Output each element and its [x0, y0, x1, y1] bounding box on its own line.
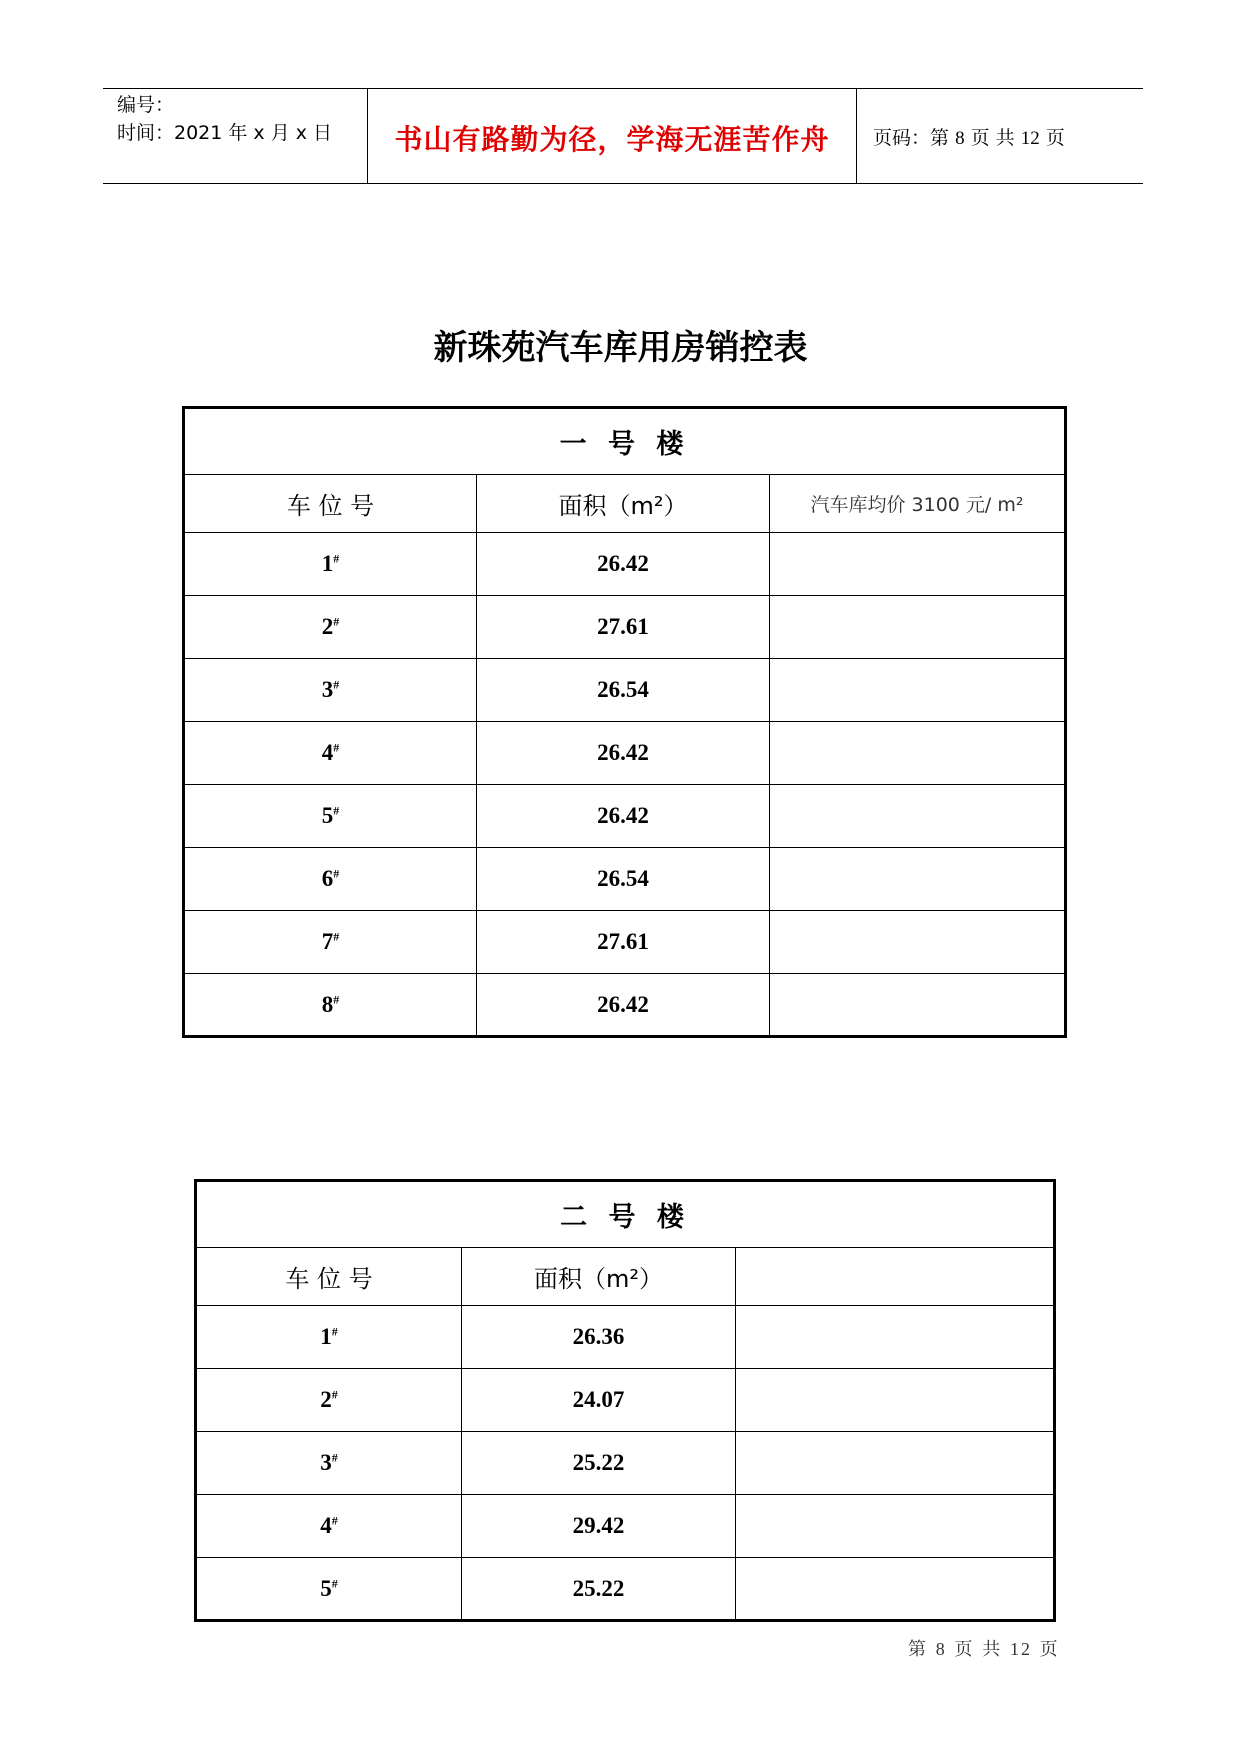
- area-cell: 27.61: [477, 596, 770, 659]
- table-row: [184, 911, 1066, 974]
- space-number: 3: [321, 677, 334, 702]
- space-number-cell: [184, 722, 477, 785]
- area-cell: 25.22: [462, 1432, 736, 1495]
- header-page-code: [873, 123, 1065, 150]
- note-cell: [736, 1306, 1055, 1369]
- space-number-mark: #: [331, 1513, 338, 1528]
- space-number-cell: [184, 785, 477, 848]
- note-cell: [770, 785, 1066, 848]
- space-number-cell: [184, 974, 477, 1037]
- space-number: 4: [321, 740, 334, 765]
- space-number-mark: #: [333, 929, 340, 944]
- space-number-cell: [196, 1306, 462, 1369]
- space-number: 6: [321, 866, 334, 891]
- space-number-cell: [184, 911, 477, 974]
- footer-current: 8: [935, 1639, 947, 1659]
- space-number-mark: #: [333, 866, 340, 881]
- space-number-cell: [196, 1495, 462, 1558]
- note-cell: [736, 1558, 1055, 1621]
- footer-prefix: 第: [908, 1639, 928, 1660]
- space-number: 5: [320, 1575, 332, 1601]
- col-header-price: 汽车库均价 3100 元/ m²: [770, 475, 1066, 533]
- area-cell: 26.42: [477, 722, 770, 785]
- area-cell: 26.54: [477, 659, 770, 722]
- space-number-mark: #: [331, 1387, 338, 1402]
- page-mid: 页 共: [970, 127, 1015, 149]
- building-2-heading: 二 号 楼: [196, 1181, 1055, 1248]
- space-number-mark: #: [331, 1575, 338, 1590]
- space-number: 1: [321, 551, 334, 576]
- space-number-mark: #: [333, 740, 340, 755]
- area-cell: 26.42: [477, 533, 770, 596]
- footer-mid: 页 共: [954, 1639, 1003, 1660]
- space-number: 3: [320, 1450, 332, 1475]
- table-row: [196, 1369, 1055, 1432]
- space-number-mark: #: [331, 1450, 338, 1465]
- motto-text: 书山有路勤为径，学海无涯苦作舟: [394, 123, 830, 156]
- space-number: 1: [320, 1324, 332, 1349]
- space-number-cell: [196, 1558, 462, 1621]
- space-number-cell: [184, 659, 477, 722]
- note-cell: [736, 1432, 1055, 1495]
- area-cell: 26.42: [477, 785, 770, 848]
- document-title: 新珠苑汽车库用房销控表: [433, 328, 808, 368]
- col-header-space-no: 车 位 号: [184, 475, 477, 533]
- page-header: [103, 88, 1143, 184]
- header-page-cell: [857, 89, 1143, 183]
- space-number-cell: [196, 1369, 462, 1432]
- area-cell: 24.07: [462, 1369, 736, 1432]
- table-row: [196, 1558, 1055, 1621]
- table-row: [196, 1306, 1055, 1369]
- space-number-cell: [184, 848, 477, 911]
- note-cell: [770, 848, 1066, 911]
- space-number-mark: #: [333, 614, 340, 629]
- space-number: 4: [320, 1513, 332, 1538]
- note-cell: [770, 911, 1066, 974]
- note-cell: [736, 1495, 1055, 1558]
- area-cell: 25.22: [462, 1558, 736, 1621]
- building-2-table: [194, 1179, 1056, 1622]
- area-cell: 26.42: [477, 974, 770, 1037]
- serial-label: 编号：: [117, 94, 175, 116]
- space-number-cell: [184, 533, 477, 596]
- area-cell: 27.61: [477, 911, 770, 974]
- space-number: 2: [321, 614, 334, 639]
- col-header-space-no: 车 位 号: [196, 1248, 462, 1306]
- table-row: [184, 659, 1066, 722]
- table-row: [196, 1495, 1055, 1558]
- col-header-area: 面积（m²）: [477, 475, 770, 533]
- table-row: [196, 1432, 1055, 1495]
- space-number-mark: #: [331, 1324, 338, 1339]
- page-current: 8: [955, 128, 965, 149]
- note-cell: [770, 533, 1066, 596]
- col-header-price: [736, 1248, 1055, 1306]
- note-cell: [770, 596, 1066, 659]
- page-prefix: 页码：第: [873, 127, 950, 149]
- header-meta-cell: [103, 89, 368, 183]
- note-cell: [736, 1369, 1055, 1432]
- space-number-mark: #: [333, 551, 340, 566]
- area-cell: 26.36: [462, 1306, 736, 1369]
- space-number: 7: [321, 929, 334, 954]
- col-header-area: 面积（m²）: [462, 1248, 736, 1306]
- table-row: [184, 722, 1066, 785]
- space-number-cell: [196, 1432, 462, 1495]
- space-number-mark: #: [333, 803, 340, 818]
- area-cell: 26.54: [477, 848, 770, 911]
- table-row: [184, 848, 1066, 911]
- note-cell: [770, 974, 1066, 1037]
- note-cell: [770, 722, 1066, 785]
- space-number-cell: [184, 596, 477, 659]
- building-1-heading: 一 号 楼: [184, 408, 1066, 475]
- space-number: 2: [320, 1387, 332, 1412]
- time-label: 时间：2021 年 x 月 x 日: [117, 122, 333, 144]
- table-row: [184, 533, 1066, 596]
- page-suffix: 页: [1045, 127, 1065, 149]
- footer-suffix: 页: [1039, 1639, 1060, 1660]
- space-number: 8: [321, 991, 334, 1017]
- header-motto-cell: [368, 89, 857, 183]
- building-2-rows: [196, 1306, 1055, 1621]
- table-row: [184, 596, 1066, 659]
- building-1-rows: [184, 533, 1066, 1037]
- page-footer: [908, 1635, 1060, 1661]
- table-row: [184, 974, 1066, 1037]
- footer-total: 12: [1009, 1639, 1032, 1659]
- note-cell: [770, 659, 1066, 722]
- space-number: 5: [321, 803, 334, 828]
- page-total: 12: [1020, 128, 1040, 149]
- area-cell: 29.42: [462, 1495, 736, 1558]
- space-number-mark: #: [333, 677, 340, 692]
- table-row: [184, 785, 1066, 848]
- building-1-table: [182, 406, 1067, 1038]
- space-number-mark: #: [333, 991, 340, 1006]
